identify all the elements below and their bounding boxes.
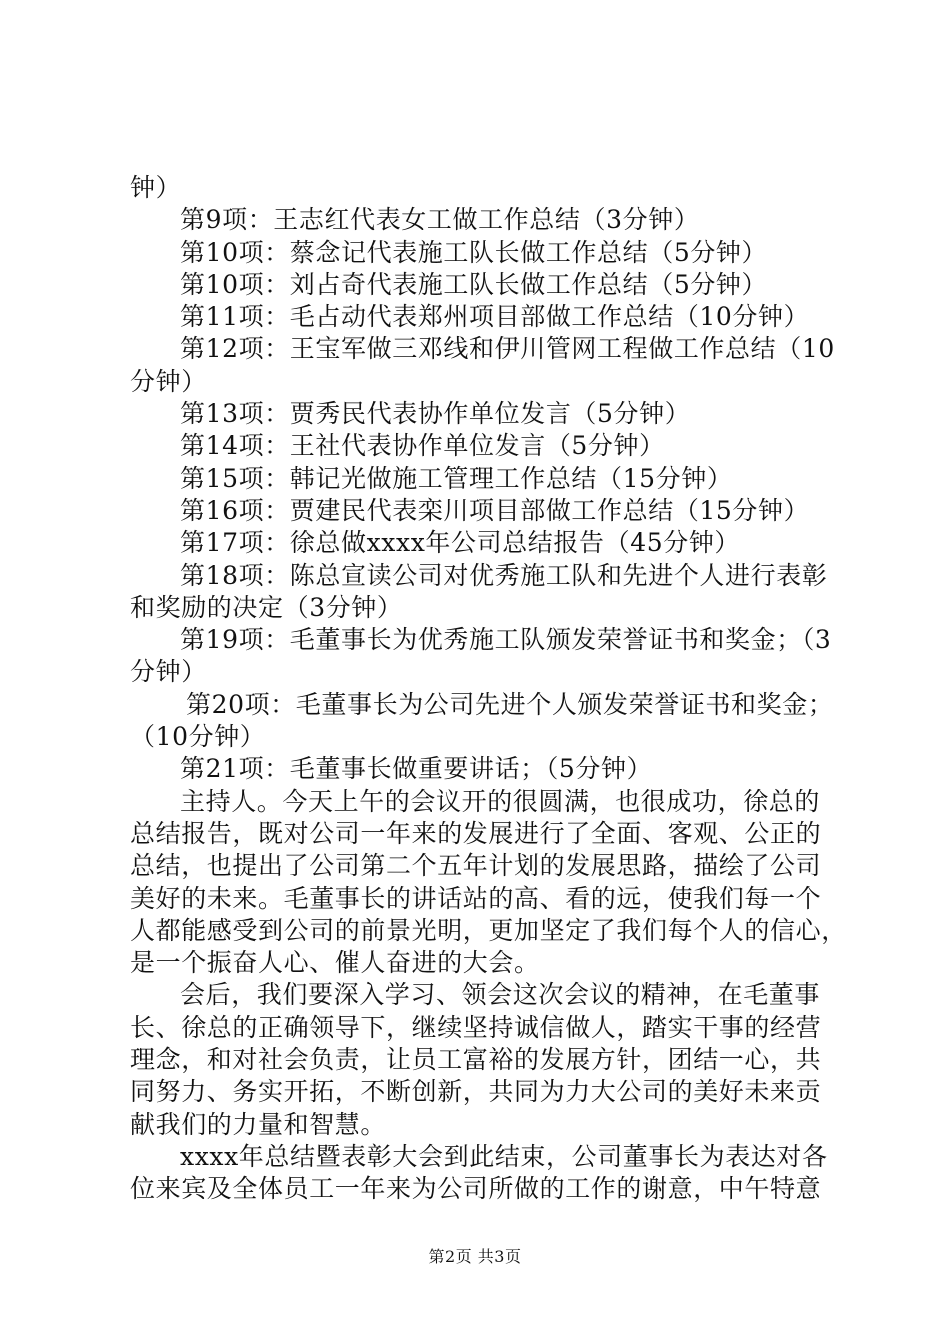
agenda-item-11: 第11项：毛占动代表郑州项目部做工作总结（10分钟）	[180, 302, 810, 332]
agenda-item-10b: 第10项：刘占奇代表施工队长做工作总结（5分钟）	[180, 269, 768, 299]
agenda-item-20: 第20项：毛董事长为公司先进个人颁发荣誉证书和奖金；	[186, 689, 834, 719]
text-line: 人都能感受到公司的前景光明，更加坚定了我们每个人的信心，	[130, 915, 847, 945]
text-line: 美好的未来。毛董事长的讲话站的高、看的远，使我们每一个	[130, 883, 822, 913]
agenda-item-14: 第14项：王社代表协作单位发言（5分钟）	[180, 431, 665, 461]
text-line: 同努力、务实开拓，不断创新，共同为力大公司的美好未来贡	[130, 1077, 822, 1107]
paragraph-host-remarks: 主持人。今天上午的会议开的很圆满，也很成功，徐总的	[180, 786, 821, 816]
text-line: 总结，也提出了公司第二个五年计划的发展思路，描绘了公司	[130, 851, 822, 881]
text-line: 分钟）	[130, 366, 207, 396]
text-line: 和奖励的决定（3分钟）	[130, 592, 403, 622]
agenda-item-16: 第16项：贾建民代表栾川项目部做工作总结（15分钟）	[180, 495, 810, 525]
page-number-footer: 第2页 共3页	[428, 1247, 522, 1266]
agenda-item-10a: 第10项：蔡念记代表施工队长做工作总结（5分钟）	[180, 237, 768, 267]
text-line: 分钟）	[130, 657, 207, 687]
agenda-item-9: 第9项：王志红代表女工做工作总结（3分钟）	[180, 205, 700, 235]
agenda-item-17: 第17项：徐总做xxxx年公司总结报告（45分钟）	[180, 528, 741, 558]
agenda-item-19: 第19项：毛董事长为优秀施工队颁发荣誉证书和奖金；（3	[180, 625, 832, 655]
agenda-item-18: 第18项：陈总宣读公司对优秀施工队和先进个人进行表彰	[180, 560, 828, 590]
agenda-item-13: 第13项：贾秀民代表协作单位发言（5分钟）	[180, 399, 691, 429]
text-line: 理念，和对社会负责，让员工富裕的发展方针，团结一心，共	[130, 1045, 822, 1075]
paragraph-closing: xxxx年总结暨表彰大会到此结束，公司董事长为表达对各	[180, 1141, 828, 1171]
agenda-item-12: 第12项：王宝军做三邓线和伊川管网工程做工作总结（10	[180, 334, 835, 364]
text-line: 总结报告，既对公司一年来的发展进行了全面、客观、公正的	[130, 818, 822, 848]
text-line: 献我们的力量和智慧。	[130, 1109, 387, 1139]
text-line: 位来宾及全体员工一年来为公司所做的工作的谢意，中午特意	[130, 1174, 822, 1204]
text-line: 长、徐总的正确领导下，继续坚持诚信做人，踏实干事的经营	[130, 1012, 822, 1042]
paragraph-after-meeting: 会后，我们要深入学习、领会这次会议的精神，在毛董事	[180, 980, 821, 1010]
text-line: （10分钟）	[130, 722, 266, 752]
agenda-item-21: 第21项：毛董事长做重要讲话；（5分钟）	[180, 754, 653, 784]
text-line: 是一个振奋人心、催人奋进的大会。	[130, 948, 540, 978]
document-body	[130, 172, 847, 1206]
agenda-item-15: 第15项：韩记光做施工管理工作总结（15分钟）	[180, 463, 733, 493]
text-line: 钟）	[130, 173, 182, 202]
